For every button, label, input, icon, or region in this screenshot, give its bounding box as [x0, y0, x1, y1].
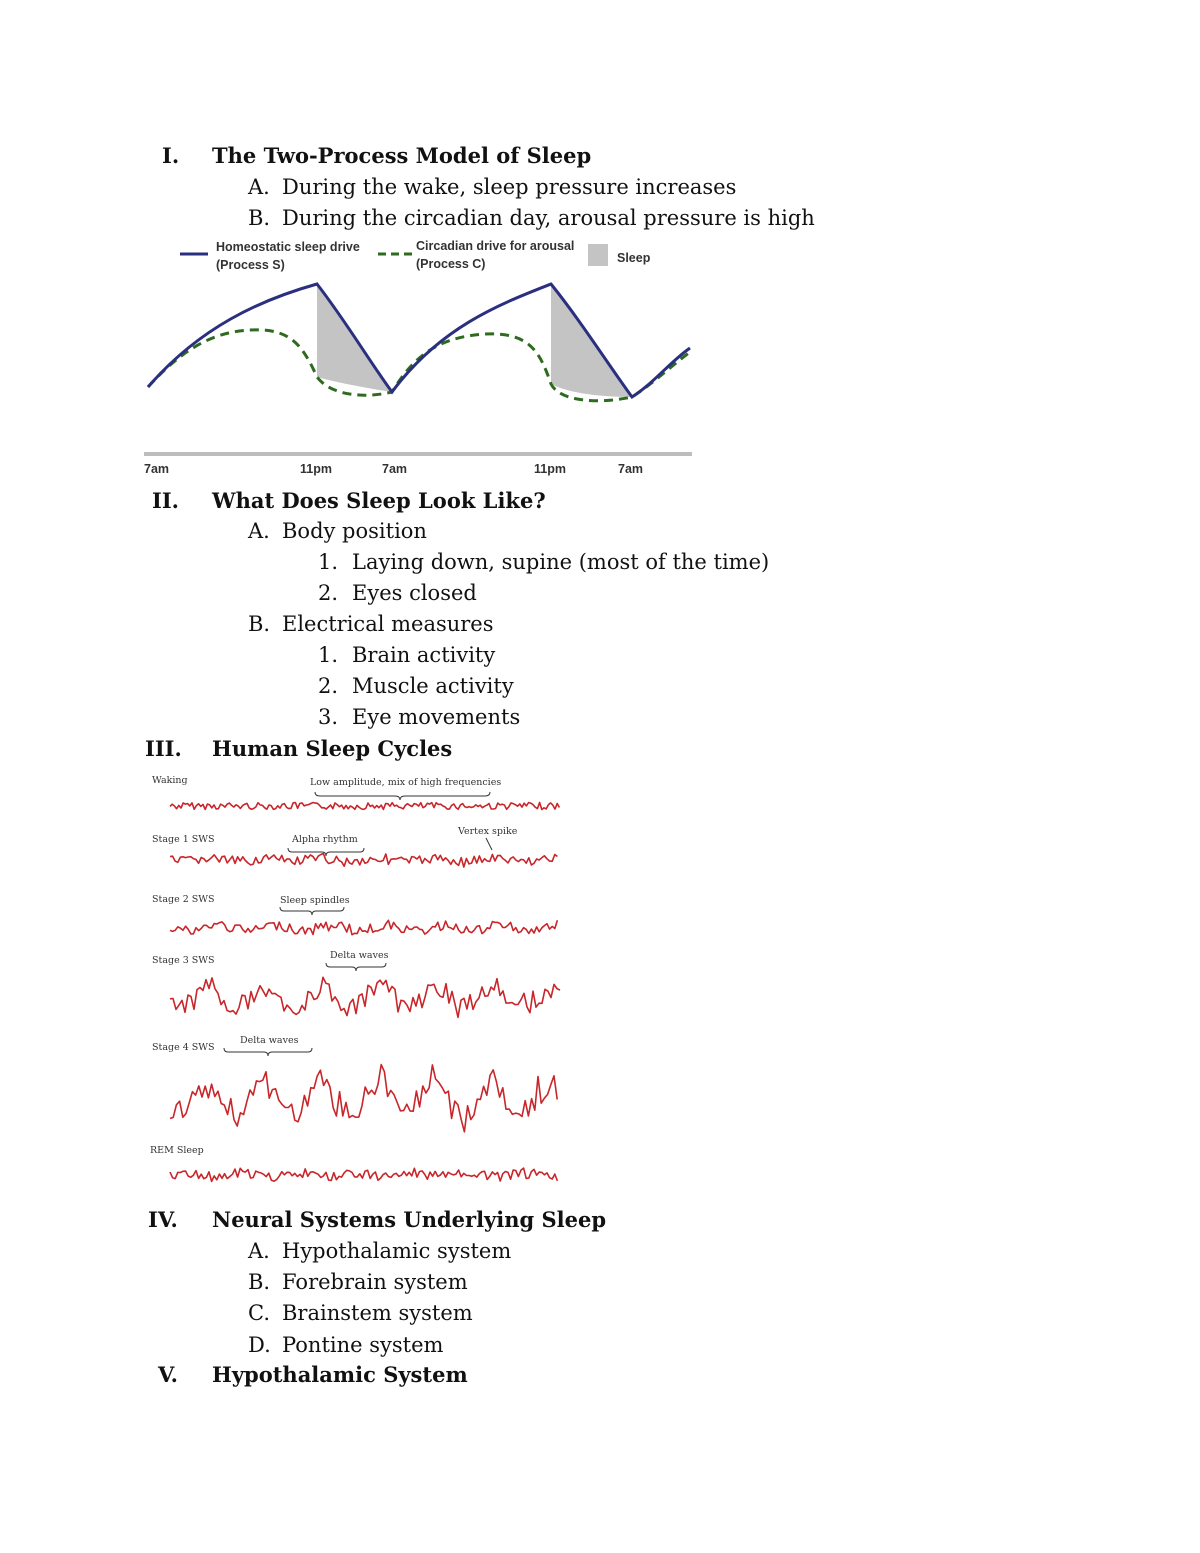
annotation-sleep-spindles: Sleep spindles: [280, 895, 350, 906]
annotation-vertex-spike: Vertex spike: [458, 826, 518, 837]
annotation-delta-waves-2: Delta waves: [240, 1035, 299, 1046]
s4-item-c-label: C.: [248, 1301, 270, 1325]
stage-label-stage3: Stage 3 SWS: [152, 955, 215, 966]
s1-item-a-label: A.: [248, 175, 270, 199]
section-2-numeral: II.: [152, 488, 179, 513]
s2-b-sub-1-text: Brain activity: [352, 643, 496, 667]
bracket-alpha-rhythm: [288, 848, 364, 856]
s1-item-b-text: During the circadian day, arousal pressure is high: [282, 206, 815, 230]
sleep-stages-eeg-figure: [140, 770, 580, 1195]
s2-b-sub-1-label: 1.: [318, 643, 339, 667]
legend-sleep-swatch: [588, 244, 608, 266]
s1-item-a-text: During the wake, sleep pressure increases: [282, 175, 737, 199]
s4-item-a-label: A.: [248, 1239, 270, 1263]
s2-item-b-text: Electrical measures: [282, 612, 494, 636]
s2-a-sub-2-label: 2.: [318, 581, 339, 605]
section-5-title: Hypothalamic System: [212, 1362, 468, 1387]
xtick-2: 11pm: [300, 462, 332, 476]
eeg-trace-waking: [170, 803, 559, 810]
legend-process-c-sub: (Process C): [416, 257, 486, 271]
legend-process-s-label: Homeostatic sleep drive: [216, 240, 360, 254]
xtick-5: 7am: [618, 462, 644, 476]
s2-b-sub-3-label: 3.: [318, 705, 339, 729]
bracket-sleep-spindles: [280, 907, 344, 915]
stage-label-waking: Waking: [152, 775, 188, 786]
bracket-low-amplitude: [315, 792, 490, 800]
section-2-title: What Does Sleep Look Like?: [212, 488, 546, 513]
eeg-trace-stage2: [170, 920, 557, 935]
bracket-delta-waves-1: [326, 963, 386, 971]
s2-b-sub-2-text: Muscle activity: [352, 674, 514, 698]
annotation-alpha-rhythm: Alpha rhythm: [292, 834, 358, 845]
s2-item-a-label: A.: [248, 519, 270, 543]
s2-a-sub-1-label: 1.: [318, 550, 339, 574]
xtick-4: 11pm: [534, 462, 566, 476]
s4-item-a-text: Hypothalamic system: [282, 1239, 512, 1263]
two-process-model-figure: [140, 232, 700, 482]
s2-b-sub-3-text: Eye movements: [352, 705, 521, 729]
s1-item-b-label: B.: [248, 206, 271, 230]
s2-a-sub-1-text: Laying down, supine (most of the time): [352, 550, 770, 574]
s4-item-c-text: Brainstem system: [282, 1301, 473, 1325]
annotation-low-amplitude: Low amplitude, mix of high frequencies: [310, 777, 502, 788]
s2-b-sub-2-label: 2.: [318, 674, 339, 698]
s4-item-d-text: Pontine system: [282, 1333, 444, 1357]
s2-a-sub-2-text: Eyes closed: [352, 581, 477, 605]
pointer-vertex-spike: [486, 838, 492, 850]
stage-label-rem: REM Sleep: [150, 1145, 204, 1156]
s4-item-d-label: D.: [248, 1333, 271, 1357]
stage-label-stage4: Stage 4 SWS: [152, 1042, 215, 1053]
s2-item-b-label: B.: [248, 612, 271, 636]
section-4-numeral: IV.: [148, 1207, 178, 1232]
section-3-numeral: III.: [145, 736, 182, 761]
section-5-numeral: V.: [158, 1362, 178, 1387]
eeg-trace-stage1: [170, 854, 557, 867]
annotation-delta-waves-1: Delta waves: [330, 950, 389, 961]
section-3-title: Human Sleep Cycles: [212, 736, 453, 761]
s2-item-a-text: Body position: [282, 519, 427, 543]
eeg-trace-stage4: [170, 1065, 557, 1132]
s4-item-b-label: B.: [248, 1270, 271, 1294]
section-1-title: The Two-Process Model of Sleep: [212, 143, 592, 168]
legend-sleep-label: Sleep: [617, 251, 651, 265]
s4-item-b-text: Forebrain system: [282, 1270, 468, 1294]
eeg-trace-stage3: [170, 977, 560, 1017]
stage-label-stage1: Stage 1 SWS: [152, 834, 215, 845]
stage-label-stage2: Stage 2 SWS: [152, 894, 215, 905]
legend-process-c-label: Circadian drive for arousal: [416, 239, 575, 253]
eeg-trace-rem: [170, 1168, 557, 1181]
section-1-numeral: I.: [162, 143, 180, 168]
legend-process-s-sub: (Process S): [216, 258, 285, 272]
bracket-delta-waves-2: [224, 1048, 312, 1056]
section-4-title: Neural Systems Underlying Sleep: [212, 1207, 607, 1232]
xtick-1: 7am: [144, 462, 170, 476]
xtick-3: 7am: [382, 462, 408, 476]
